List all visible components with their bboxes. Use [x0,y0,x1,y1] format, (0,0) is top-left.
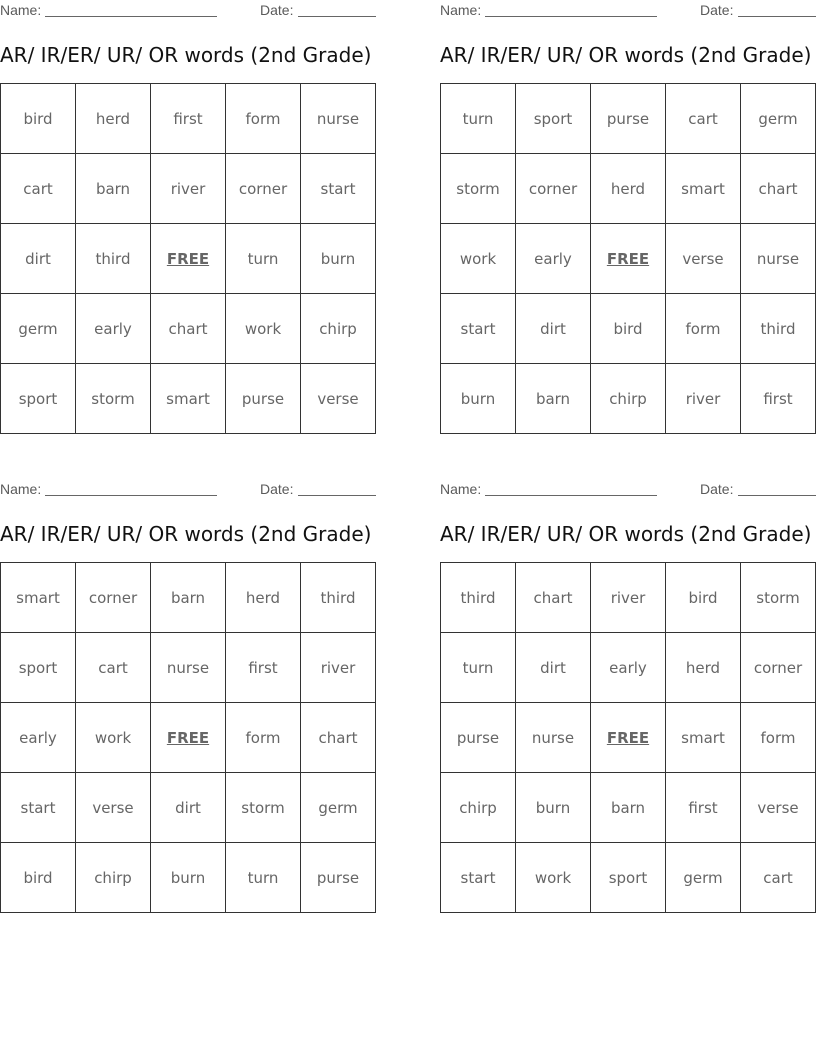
word-cell: dirt [516,294,591,364]
word-cell: chart [151,294,226,364]
word-cell: germ [301,773,376,843]
word-cell: start [441,294,516,364]
word-cell: start [441,843,516,913]
word-cell: smart [666,703,741,773]
word-cell: verse [76,773,151,843]
word-cell: form [226,84,301,154]
word-cell: purse [591,84,666,154]
word-cell: first [151,84,226,154]
word-cell: work [226,294,301,364]
word-cell: sport [516,84,591,154]
grid-row [441,843,816,913]
free-space-cell: FREE [591,703,666,773]
grid-row [1,154,376,224]
word-cell: verse [666,224,741,294]
grid-row [1,224,376,294]
word-cell: early [591,633,666,703]
grid-row [441,294,816,364]
name-blank-line [485,495,657,496]
bingo-card-2 [440,0,816,408]
grid-row [1,294,376,364]
card-title: AR/ IR/ER/ UR/ OR words (2nd Grade) [0,43,372,67]
word-cell: corner [226,154,301,224]
card-header [0,0,376,22]
word-cell: germ [741,84,816,154]
name-label: Name: [0,2,42,18]
word-cell: form [666,294,741,364]
word-cell: bird [591,294,666,364]
word-cell: turn [441,84,516,154]
word-cell: early [1,703,76,773]
word-cell: third [741,294,816,364]
word-cell: nurse [741,224,816,294]
word-cell: cart [741,843,816,913]
bingo-card-4 [440,479,816,887]
word-cell: third [441,563,516,633]
word-cell: corner [741,633,816,703]
word-cell: turn [226,224,301,294]
word-cell: purse [226,364,301,434]
word-cell: herd [76,84,151,154]
word-cell: third [301,563,376,633]
word-cell: chirp [441,773,516,843]
grid-row [441,84,816,154]
word-cell: smart [151,364,226,434]
name-blank-line [45,495,217,496]
word-cell: barn [591,773,666,843]
card-header [440,0,816,22]
word-cell: purse [441,703,516,773]
word-cell: barn [76,154,151,224]
word-cell: start [301,154,376,224]
word-cell: first [741,364,816,434]
word-cell: storm [226,773,301,843]
word-cell: purse [301,843,376,913]
grid-row [441,703,816,773]
bingo-card-1 [0,0,376,408]
word-cell: sport [591,843,666,913]
word-cell: germ [666,843,741,913]
name-label: Name: [440,2,482,18]
grid-row [1,84,376,154]
card-title: AR/ IR/ER/ UR/ OR words (2nd Grade) [440,43,812,67]
word-cell: dirt [516,633,591,703]
grid-row [1,633,376,703]
bingo-grid [0,83,376,434]
name-blank-line [45,16,217,17]
bingo-grid [440,83,816,434]
word-cell: work [76,703,151,773]
word-cell: nurse [516,703,591,773]
date-label: Date: [260,2,294,18]
word-cell: herd [666,633,741,703]
date-blank-line [298,16,376,17]
word-cell: river [151,154,226,224]
word-cell: storm [441,154,516,224]
word-cell: bird [1,843,76,913]
grid-row [441,773,816,843]
word-cell: herd [226,563,301,633]
word-cell: germ [1,294,76,364]
word-cell: burn [151,843,226,913]
word-cell: chirp [76,843,151,913]
grid-row [1,703,376,773]
word-cell: burn [516,773,591,843]
date-blank-line [738,495,816,496]
bingo-grid [440,562,816,913]
bingo-grid [0,562,376,913]
card-header [0,479,376,501]
word-cell: barn [151,563,226,633]
grid-row [1,843,376,913]
word-cell: nurse [151,633,226,703]
word-cell: herd [591,154,666,224]
word-cell: river [301,633,376,703]
word-cell: turn [226,843,301,913]
word-cell: chirp [591,364,666,434]
word-cell: chart [516,563,591,633]
word-cell: smart [666,154,741,224]
word-cell: work [516,843,591,913]
word-cell: barn [516,364,591,434]
date-blank-line [738,16,816,17]
word-cell: first [666,773,741,843]
grid-row [1,364,376,434]
name-label: Name: [0,481,42,497]
word-cell: early [516,224,591,294]
grid-row [441,224,816,294]
word-cell: verse [741,773,816,843]
date-blank-line [298,495,376,496]
grid-row [1,563,376,633]
word-cell: form [226,703,301,773]
free-space-cell: FREE [151,224,226,294]
free-space-cell: FREE [591,224,666,294]
word-cell: start [1,773,76,843]
word-cell: storm [76,364,151,434]
word-cell: verse [301,364,376,434]
free-space-cell: FREE [151,703,226,773]
name-blank-line [485,16,657,17]
card-header [440,479,816,501]
word-cell: dirt [1,224,76,294]
word-cell: cart [666,84,741,154]
name-label: Name: [440,481,482,497]
word-cell: nurse [301,84,376,154]
card-title: AR/ IR/ER/ UR/ OR words (2nd Grade) [0,522,372,546]
word-cell: corner [516,154,591,224]
word-cell: form [741,703,816,773]
grid-row [1,773,376,843]
word-cell: cart [76,633,151,703]
card-title: AR/ IR/ER/ UR/ OR words (2nd Grade) [440,522,812,546]
date-label: Date: [700,2,734,18]
word-cell: bird [666,563,741,633]
word-cell: chart [741,154,816,224]
word-cell: burn [301,224,376,294]
grid-row [441,563,816,633]
date-label: Date: [260,481,294,497]
word-cell: river [591,563,666,633]
word-cell: cart [1,154,76,224]
word-cell: storm [741,563,816,633]
word-cell: sport [1,633,76,703]
grid-row [441,364,816,434]
word-cell: early [76,294,151,364]
word-cell: third [76,224,151,294]
word-cell: burn [441,364,516,434]
word-cell: corner [76,563,151,633]
word-cell: sport [1,364,76,434]
word-cell: work [441,224,516,294]
grid-row [441,633,816,703]
word-cell: river [666,364,741,434]
word-cell: first [226,633,301,703]
word-cell: dirt [151,773,226,843]
word-cell: chart [301,703,376,773]
word-cell: chirp [301,294,376,364]
word-cell: turn [441,633,516,703]
word-cell: smart [1,563,76,633]
bingo-card-3 [0,479,376,887]
grid-row [441,154,816,224]
word-cell: bird [1,84,76,154]
date-label: Date: [700,481,734,497]
